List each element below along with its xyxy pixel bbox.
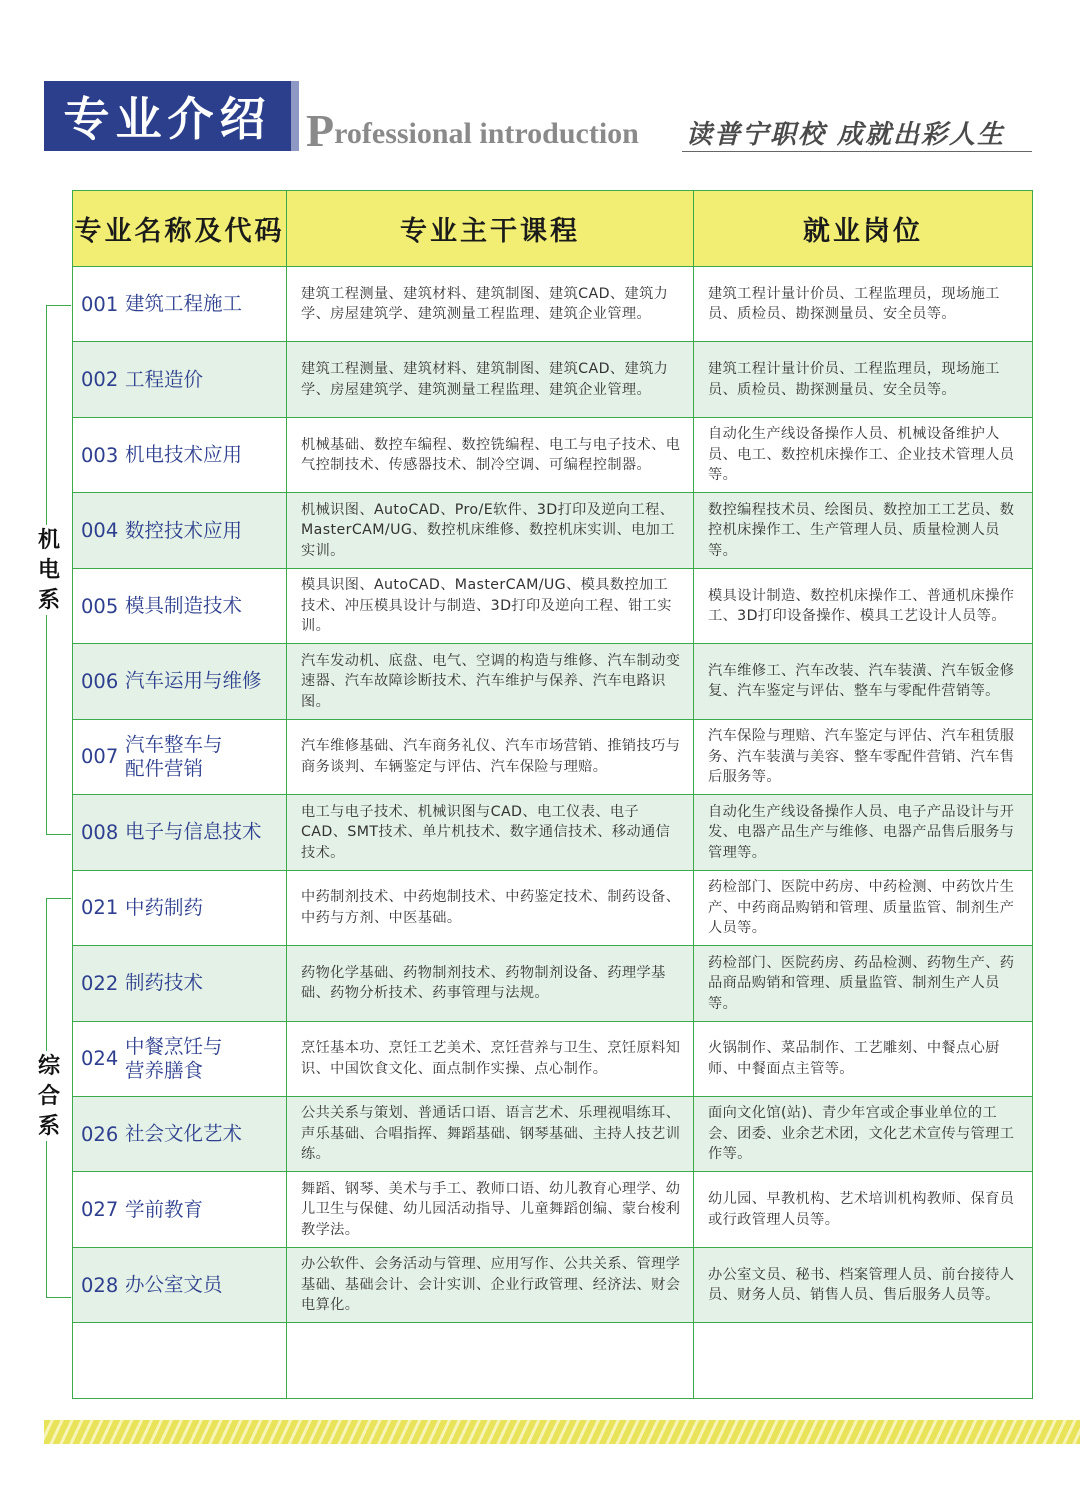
column-header-major: 专业名称及代码 — [73, 191, 287, 267]
program-table — [72, 190, 1033, 1399]
major-code: 007 — [81, 745, 119, 769]
english-title-initial: P — [306, 105, 335, 156]
courses-cell: 电工与电子技术、机械识图与CAD、电工仪表、电子CAD、SMT技术、单片机技术、数字通信技术、移动通信技术。 — [287, 795, 694, 870]
table-row — [73, 1247, 1033, 1322]
major-name: 社会文化艺术 — [125, 1122, 243, 1146]
table-row — [73, 1021, 1033, 1096]
empty-cell — [73, 1323, 287, 1399]
courses-cell: 办公软件、会务活动与管理、应用写作、公共关系、管理学基础、基础会计、会计实训、企业行政管理、经济法、财会电算化。 — [287, 1247, 694, 1322]
jobs-cell: 建筑工程计量计价员、工程监理员，现场施工员、质检员、勘探测量员、安全员等。 — [694, 267, 1033, 342]
major-code: 027 — [81, 1198, 119, 1222]
table-row — [73, 644, 1033, 719]
jobs-cell: 模具设计制造、数控机床操作工、普通机床操作工、3D打印设备操作、模具工艺设计人员等。 — [694, 568, 1033, 643]
major-cell — [73, 1172, 287, 1247]
major-cell — [73, 1096, 287, 1171]
jobs-cell: 幼儿园、早教机构、艺术培训机构教师、保育员或行政管理人员等。 — [694, 1172, 1033, 1247]
group-label-char: 系 — [37, 1113, 60, 1139]
table-row — [73, 1096, 1033, 1171]
table-row — [73, 568, 1033, 643]
major-code: 004 — [81, 519, 119, 543]
group-label-char: 系 — [37, 587, 60, 613]
courses-cell: 汽车维修基础、汽车商务礼仪、汽车市场营销、推销技巧与商务谈判、车辆鉴定与评估、汽车保险与理赔。 — [287, 719, 694, 794]
section-title: 专业介绍 — [63, 92, 272, 146]
empty-cell — [694, 1323, 1033, 1399]
major-name: 汽车整车与 配件营销 — [125, 732, 223, 780]
major-name: 机电技术应用 — [125, 443, 243, 467]
major-name: 工程造价 — [125, 367, 204, 391]
group-label-char: 合 — [37, 1083, 60, 1109]
jobs-cell: 办公室文员、秘书、档案管理人员、前台接待人员、财务人员、销售人员、售后服务人员等。 — [694, 1247, 1033, 1322]
major-cell — [73, 946, 287, 1021]
jobs-cell: 数控编程技术员、绘图员、数控加工工艺员、数控机床操作工、生产管理人员、质量检测人员等。 — [694, 493, 1033, 568]
jobs-cell: 汽车保险与理赔、汽车鉴定与评估、汽车租赁服务、汽车装潢与美容、整车零配件营销、汽车售后服务等。 — [694, 719, 1033, 794]
major-cell — [73, 267, 287, 342]
major-code: 005 — [81, 594, 119, 618]
courses-cell: 烹饪基本功、烹饪工艺美术、烹饪营养与卫生、烹饪原料知识、中国饮食文化、面点制作实操、点心制作。 — [287, 1021, 694, 1096]
courses-cell: 舞蹈、钢琴、美术与手工、教师口语、幼儿教育心理学、幼儿卫生与保健、幼儿园活动指导、儿童舞蹈创编、蒙台梭利教学法。 — [287, 1172, 694, 1247]
courses-cell: 建筑工程测量、建筑材料、建筑制图、建筑CAD、建筑力学、房屋建筑学、建筑测量工程监理、建筑企业管理。 — [287, 342, 694, 417]
table-row — [73, 417, 1033, 492]
table-row-empty — [73, 1323, 1033, 1399]
group-label-char: 综 — [37, 1053, 60, 1079]
school-slogan: 读普宁职校 成就出彩人生 — [686, 120, 1006, 150]
table-row — [73, 795, 1033, 870]
jobs-cell: 火锅制作、菜品制作、工艺雕刻、中餐点心厨师、中餐面点主管等。 — [694, 1021, 1033, 1096]
column-header-jobs: 就业岗位 — [694, 191, 1033, 267]
table-row — [73, 267, 1033, 342]
jobs-cell: 药检部门、医院药房、药品检测、药物生产、药品商品购销和管理、质量监管、制剂生产人员等。 — [694, 946, 1033, 1021]
courses-cell: 药物化学基础、药物制剂技术、药物制剂设备、药理学基础、药物分析技术、药事管理与法规。 — [287, 946, 694, 1021]
column-header-courses: 专业主干课程 — [287, 191, 694, 267]
major-name: 中餐烹饪与 营养膳食 — [125, 1034, 223, 1082]
table-row — [73, 719, 1033, 794]
major-name: 学前教育 — [125, 1197, 204, 1221]
major-name: 电子与信息技术 — [125, 820, 262, 844]
table-row — [73, 342, 1033, 417]
jobs-cell: 建筑工程计量计价员、工程监理员，现场施工员、质检员、勘探测量员、安全员等。 — [694, 342, 1033, 417]
major-code: 002 — [81, 368, 119, 392]
jobs-cell: 自动化生产线设备操作人员、机械设备维护人员、电工、数控机床操作工、企业技术管理人员等。 — [694, 417, 1033, 492]
courses-cell: 机械基础、数控车编程、数控铣编程、电工与电子技术、电气控制技术、传感器技术、制冷空调、可编程控制器。 — [287, 417, 694, 492]
table-header-row — [73, 191, 1033, 267]
jobs-cell: 汽车维修工、汽车改装、汽车装潢、汽车钣金修复、汽车鉴定与评估、整车与零配件营销等。 — [694, 644, 1033, 719]
jobs-cell: 自动化生产线设备操作人员、电子产品设计与开发、电器产品生产与维修、电器产品售后服务与管理等。 — [694, 795, 1033, 870]
courses-cell: 公共关系与策划、普通话口语、语言艺术、乐理视唱练耳、声乐基础、合唱指挥、舞蹈基础、钢琴基础、主持人技艺训练。 — [287, 1096, 694, 1171]
major-code: 022 — [81, 971, 119, 995]
footer-stripe — [44, 1420, 1080, 1444]
major-name: 建筑工程施工 — [125, 292, 243, 316]
major-code: 003 — [81, 443, 119, 467]
major-cell — [73, 493, 287, 568]
major-code: 028 — [81, 1273, 119, 1297]
group-label-mechanical — [34, 525, 64, 615]
major-cell — [73, 1021, 287, 1096]
english-title — [306, 104, 639, 157]
major-cell — [73, 870, 287, 945]
major-code: 008 — [81, 820, 119, 844]
empty-cell — [287, 1323, 694, 1399]
major-code: 021 — [81, 896, 119, 920]
courses-cell: 模具识图、AutoCAD、MasterCAM/UG、模具数控加工技术、冲压模具设计与制造、3D打印及逆向工程、钳工实训。 — [287, 568, 694, 643]
jobs-cell: 药检部门、医院中药房、中药检测、中药饮片生产、中药商品购销和管理、质量监管、制剂生产人员等。 — [694, 870, 1033, 945]
group-label-char: 电 — [37, 557, 60, 583]
major-name: 模具制造技术 — [125, 594, 243, 618]
major-cell — [73, 342, 287, 417]
major-cell — [73, 417, 287, 492]
major-code: 024 — [81, 1047, 119, 1071]
courses-cell: 机械识图、AutoCAD、Pro/E软件、3D打印及逆向工程、MasterCAM/UG、数控机床维修、数控机床实训、电加工实训。 — [287, 493, 694, 568]
major-name: 制药技术 — [125, 971, 204, 995]
major-name: 数控技术应用 — [125, 518, 243, 542]
major-cell — [73, 795, 287, 870]
english-title-rest: rofessional introduction — [334, 117, 639, 150]
table-row — [73, 493, 1033, 568]
table-row — [73, 870, 1033, 945]
major-name: 办公室文员 — [125, 1273, 223, 1297]
title-accent-bar — [291, 81, 299, 151]
major-code: 006 — [81, 669, 119, 693]
courses-cell: 建筑工程测量、建筑材料、建筑制图、建筑CAD、建筑力学、房屋建筑学、建筑测量工程监理、建筑企业管理。 — [287, 267, 694, 342]
courses-cell: 汽车发动机、底盘、电气、空调的构造与维修、汽车制动变速器、汽车故障诊断技术、汽车维护与保养、汽车电路识图。 — [287, 644, 694, 719]
group-label-comprehensive — [34, 1051, 64, 1141]
jobs-cell: 面向文化馆(站)、青少年宫或企事业单位的工会、团委、业余艺术团，文化艺术宣传与管理工作等。 — [694, 1096, 1033, 1171]
major-cell — [73, 1247, 287, 1322]
major-name: 中药制药 — [125, 895, 204, 919]
major-cell — [73, 644, 287, 719]
slogan-underline — [682, 151, 1032, 152]
major-name: 汽车运用与维修 — [125, 669, 262, 693]
major-cell — [73, 719, 287, 794]
table-row — [73, 946, 1033, 1021]
major-code: 001 — [81, 292, 119, 316]
major-cell — [73, 568, 287, 643]
section-title-box — [44, 81, 291, 151]
group-label-char: 机 — [37, 527, 60, 553]
major-code: 026 — [81, 1122, 119, 1146]
courses-cell: 中药制剂技术、中药炮制技术、中药鉴定技术、制药设备、中药与方剂、中医基础。 — [287, 870, 694, 945]
table-row — [73, 1172, 1033, 1247]
